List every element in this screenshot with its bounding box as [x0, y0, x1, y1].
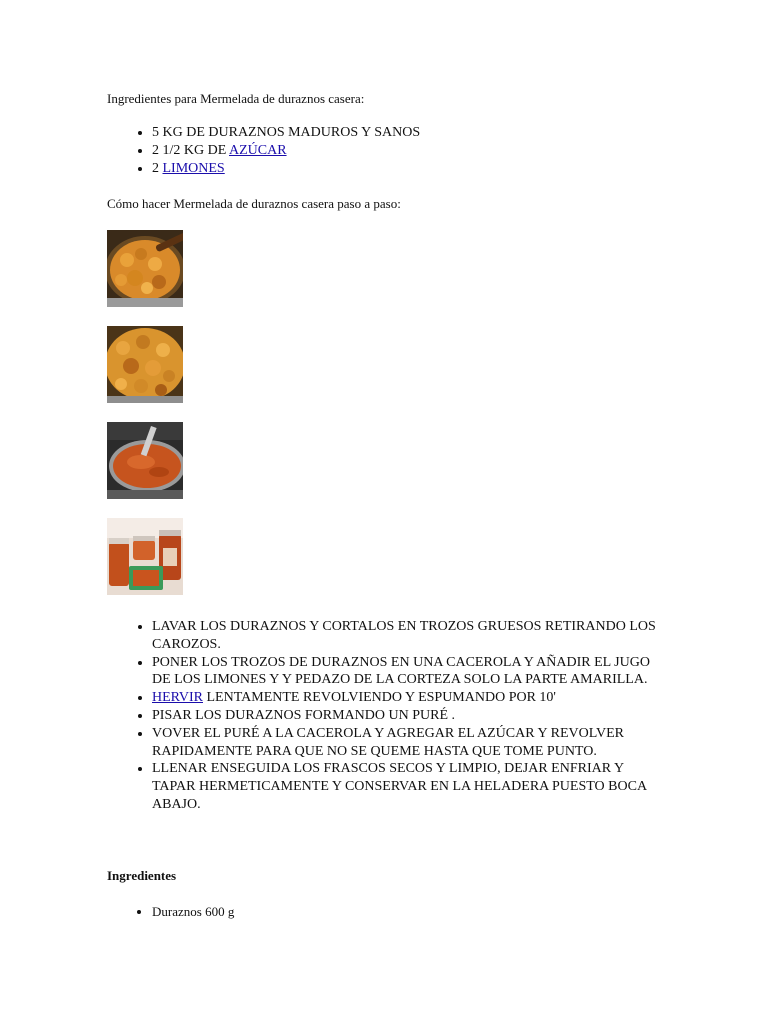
ingredient-text: 2	[152, 161, 163, 176]
ingredient-item	[152, 124, 667, 142]
hervir-link[interactable]: HERVIR	[152, 690, 203, 706]
step-item	[152, 725, 662, 761]
peaches-in-pot-photo	[107, 230, 183, 307]
step-item	[152, 760, 662, 813]
step-text: PISAR LOS DURAZNOS FORMANDO UN PURÉ .	[152, 707, 455, 723]
ingredients-intro: Ingredientes para Mermelada de duraznos casera:	[107, 91, 365, 106]
step-item	[152, 707, 662, 725]
step-item	[152, 654, 662, 690]
ingredients-heading: Ingredientes	[107, 868, 177, 883]
puree-in-pot-photo	[107, 422, 183, 499]
limones-link[interactable]: LIMONES	[162, 161, 225, 176]
ingredient-text: Duraznos 600 g	[152, 904, 235, 919]
step-text: VOVER EL PURÉ A LA CACEROLA Y AGREGAR EL AZÚCAR Y REVOLVER RAPIDAMENTE PARA QUE NO SE QUEME HASTA QUE TOME PUNTO.	[152, 725, 625, 759]
azucar-link[interactable]: AZÚCAR	[229, 143, 287, 158]
peaches-cooking-photo	[107, 326, 183, 403]
steps-list	[107, 618, 662, 814]
photo-gallery	[107, 230, 667, 595]
ingredient-item	[152, 160, 667, 178]
ingredient-item	[152, 903, 234, 921]
step-text: PONER LOS TROZOS DE DURAZNOS EN UNA CACEROLA Y AÑADIR EL JUGO DE LOS LIMONES Y Y PEDAZO DE LA CORTEZA SOLO LA PARTE AMARILLA.	[152, 654, 650, 688]
step-item	[152, 618, 662, 654]
ingredient-text: 5 KG DE DURAZNOS MADUROS Y SANOS	[152, 125, 421, 140]
step-text: LENTAMENTE REVOLVIENDO Y ESPUMANDO POR 10'	[203, 690, 556, 706]
step-item	[152, 689, 662, 707]
jam-jars-photo	[107, 518, 183, 595]
ingredient-text: 2 1/2 KG DE	[152, 143, 229, 158]
ingredient-item	[152, 142, 667, 160]
bottom-ingredients-list	[107, 903, 234, 921]
steps-intro: Cómo hacer Mermelada de duraznos casera paso a paso:	[107, 196, 401, 211]
ingredients-list	[107, 124, 667, 178]
step-text: LAVAR LOS DURAZNOS Y CORTALOS EN TROZOS GRUESOS RETIRANDO LOS CAROZOS.	[152, 619, 656, 652]
step-text: LLENAR ENSEGUIDA LOS FRASCOS SECOS Y LIMPIO, DEJAR ENFRIAR Y TAPAR HERMETICAMENTE Y CONSERVAR EN LA HELADERA PUESTO BOCA ABAJO.	[152, 761, 647, 812]
recipe-document	[107, 90, 667, 919]
